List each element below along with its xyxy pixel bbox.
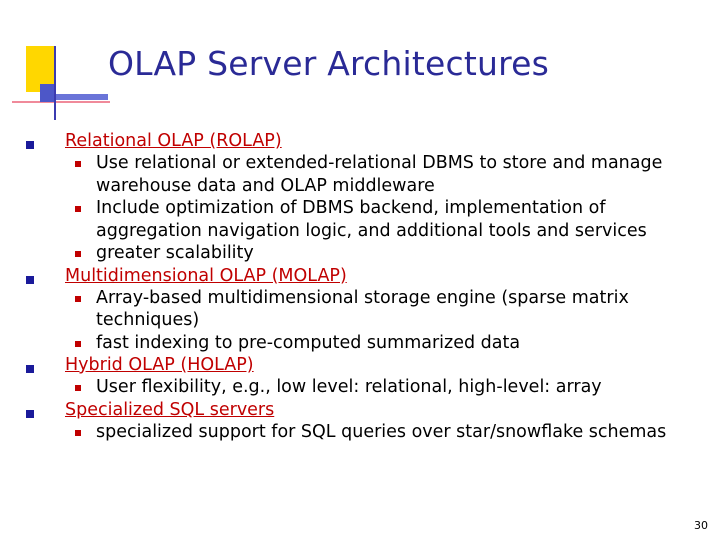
deco-vertical-line	[54, 46, 56, 120]
square-bullet-icon	[75, 341, 81, 347]
sub-bullet	[96, 332, 720, 355]
bullet-heading: Specialized SQL servers	[65, 399, 275, 420]
sub-list	[0, 376, 720, 399]
sub-bullet	[96, 242, 720, 265]
deco-blue-square	[40, 84, 54, 102]
sub-bullet-text: Include optimization of DBMS backend, implementation of aggregation navigation logic, and additional tools and services	[96, 198, 647, 241]
bullet-item-holap	[0, 354, 720, 399]
square-bullet-icon	[26, 276, 34, 284]
square-bullet-icon	[75, 161, 81, 167]
sub-bullet-text: specialized support for SQL queries over star/snowflake schemas	[96, 421, 667, 442]
sub-list	[0, 421, 720, 444]
sub-bullet-text: Use relational or extended-relational DBMS to store and manage warehouse data and OLAP middleware	[96, 153, 663, 196]
bullet-heading: Hybrid OLAP (HOLAP)	[65, 355, 254, 375]
sub-bullet	[96, 287, 720, 332]
bullet-item-molap	[0, 265, 720, 355]
sub-bullet-text: greater scalability	[96, 243, 254, 263]
deco-pink-bar	[12, 101, 110, 103]
sub-bullet-text: User flexibility, e.g., low level: relational, high-level: array	[96, 377, 602, 397]
sub-bullet	[96, 197, 720, 242]
square-bullet-icon	[75, 206, 81, 212]
square-bullet-icon	[26, 410, 34, 418]
sub-bullet	[96, 152, 720, 197]
square-bullet-icon	[75, 385, 81, 391]
slide-title: OLAP Server Architectures	[108, 44, 550, 83]
bullet-item-sql-servers	[0, 399, 720, 444]
square-bullet-icon	[26, 365, 34, 373]
square-bullet-icon	[75, 251, 81, 257]
bullet-heading: Multidimensional OLAP (MOLAP)	[65, 265, 347, 286]
sub-bullet	[96, 376, 720, 399]
sub-list	[0, 287, 720, 355]
square-bullet-icon	[75, 296, 81, 302]
sub-bullet-text: fast indexing to pre-computed summarized data	[96, 332, 521, 353]
bullet-list	[0, 130, 720, 443]
sub-list	[0, 152, 720, 265]
corner-decoration	[0, 0, 110, 130]
deco-blue-bar	[52, 94, 108, 100]
page-number: 30	[694, 519, 708, 532]
bullet-item-rolap	[0, 130, 720, 265]
sub-bullet	[96, 421, 720, 444]
bullet-heading: Relational OLAP (ROLAP)	[65, 131, 282, 151]
square-bullet-icon	[75, 430, 81, 436]
square-bullet-icon	[26, 141, 34, 149]
sub-bullet-text: Array-based multidimensional storage engine (sparse matrix techniques)	[96, 287, 629, 330]
